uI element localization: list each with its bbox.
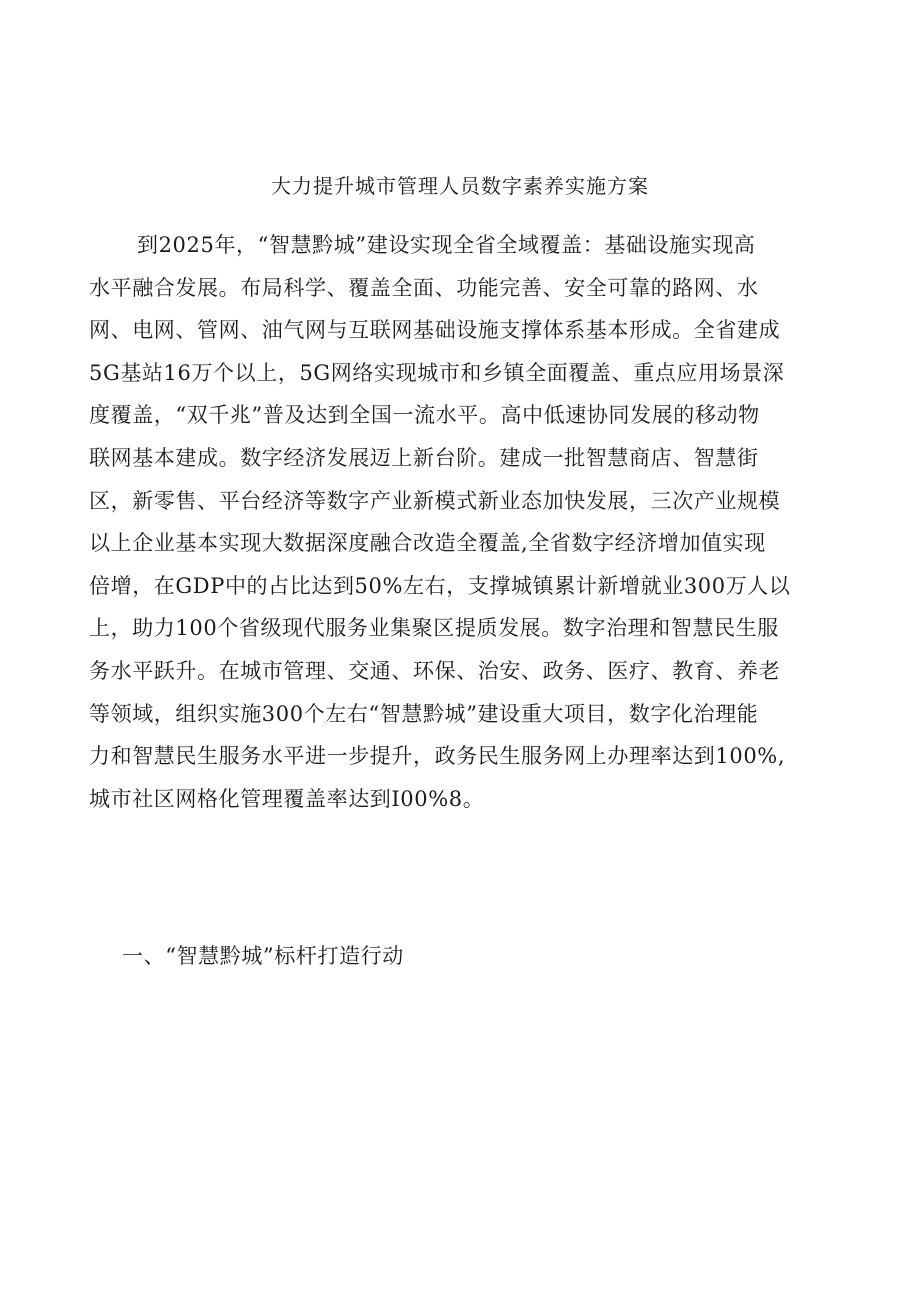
paragraph-line: 5G基站16万个以上，5G网络实现城市和乡镇全面覆盖、重点应用场景深 <box>89 360 785 385</box>
paragraph-line: 联网基本建成。数字经济发展迈上新台阶。建成一批智慧商店、智慧街 <box>89 445 759 470</box>
paragraph-line: 城市社区网格化管理覆盖率达到I00%8。 <box>89 786 485 811</box>
paragraph-line: 上，助力100个省级现代服务业集聚区提质发展。数字治理和智慧民生服 <box>89 616 779 641</box>
section-heading: 一、“智慧黔城”标杆打造行动 <box>122 944 404 968</box>
paragraph-line: 区，新零售、平台经济等数字产业新模式新业态加快发展，三次产业规模 <box>89 488 781 513</box>
document-title: 大力提升城市管理人员数字素养实施方案 <box>271 174 649 198</box>
paragraph-line: 倍增，在GDP中的占比达到50%左右，支撑城镇累计新增就业300万人以 <box>89 573 791 598</box>
body-paragraph <box>89 224 833 820</box>
paragraph-line: 以上企业基本实现大数据深度融合改造全覆盖,全省数字经济增加值实现 <box>89 531 766 556</box>
paragraph-line: 力和智慧民生服务水平进一步提升，政务民生服务网上办理率达到100%, <box>89 744 786 769</box>
paragraph-line: 等领域，组织实施300个左右“智慧黔城”建设重大项目，数字化治理能 <box>89 701 759 726</box>
paragraph-line: 度覆盖，“双千兆”普及达到全国一流水平。高中低速协同发展的移动物 <box>89 403 760 428</box>
paragraph-line: 水平融合发展。布局科学、覆盖全面、功能完善、安全可靠的路网、水 <box>89 275 759 300</box>
paragraph-line: 网、电网、管网、油气网与互联网基础设施支撑体系基本形成。全省建成 <box>89 318 781 343</box>
paragraph-line: 务水平跃升。在城市管理、交通、环保、治安、政务、医疗、教育、养老 <box>89 658 781 683</box>
paragraph-line: 到2025年，“智慧黔城”建设实现全省全域覆盖：基础设施实现高 <box>137 233 756 257</box>
